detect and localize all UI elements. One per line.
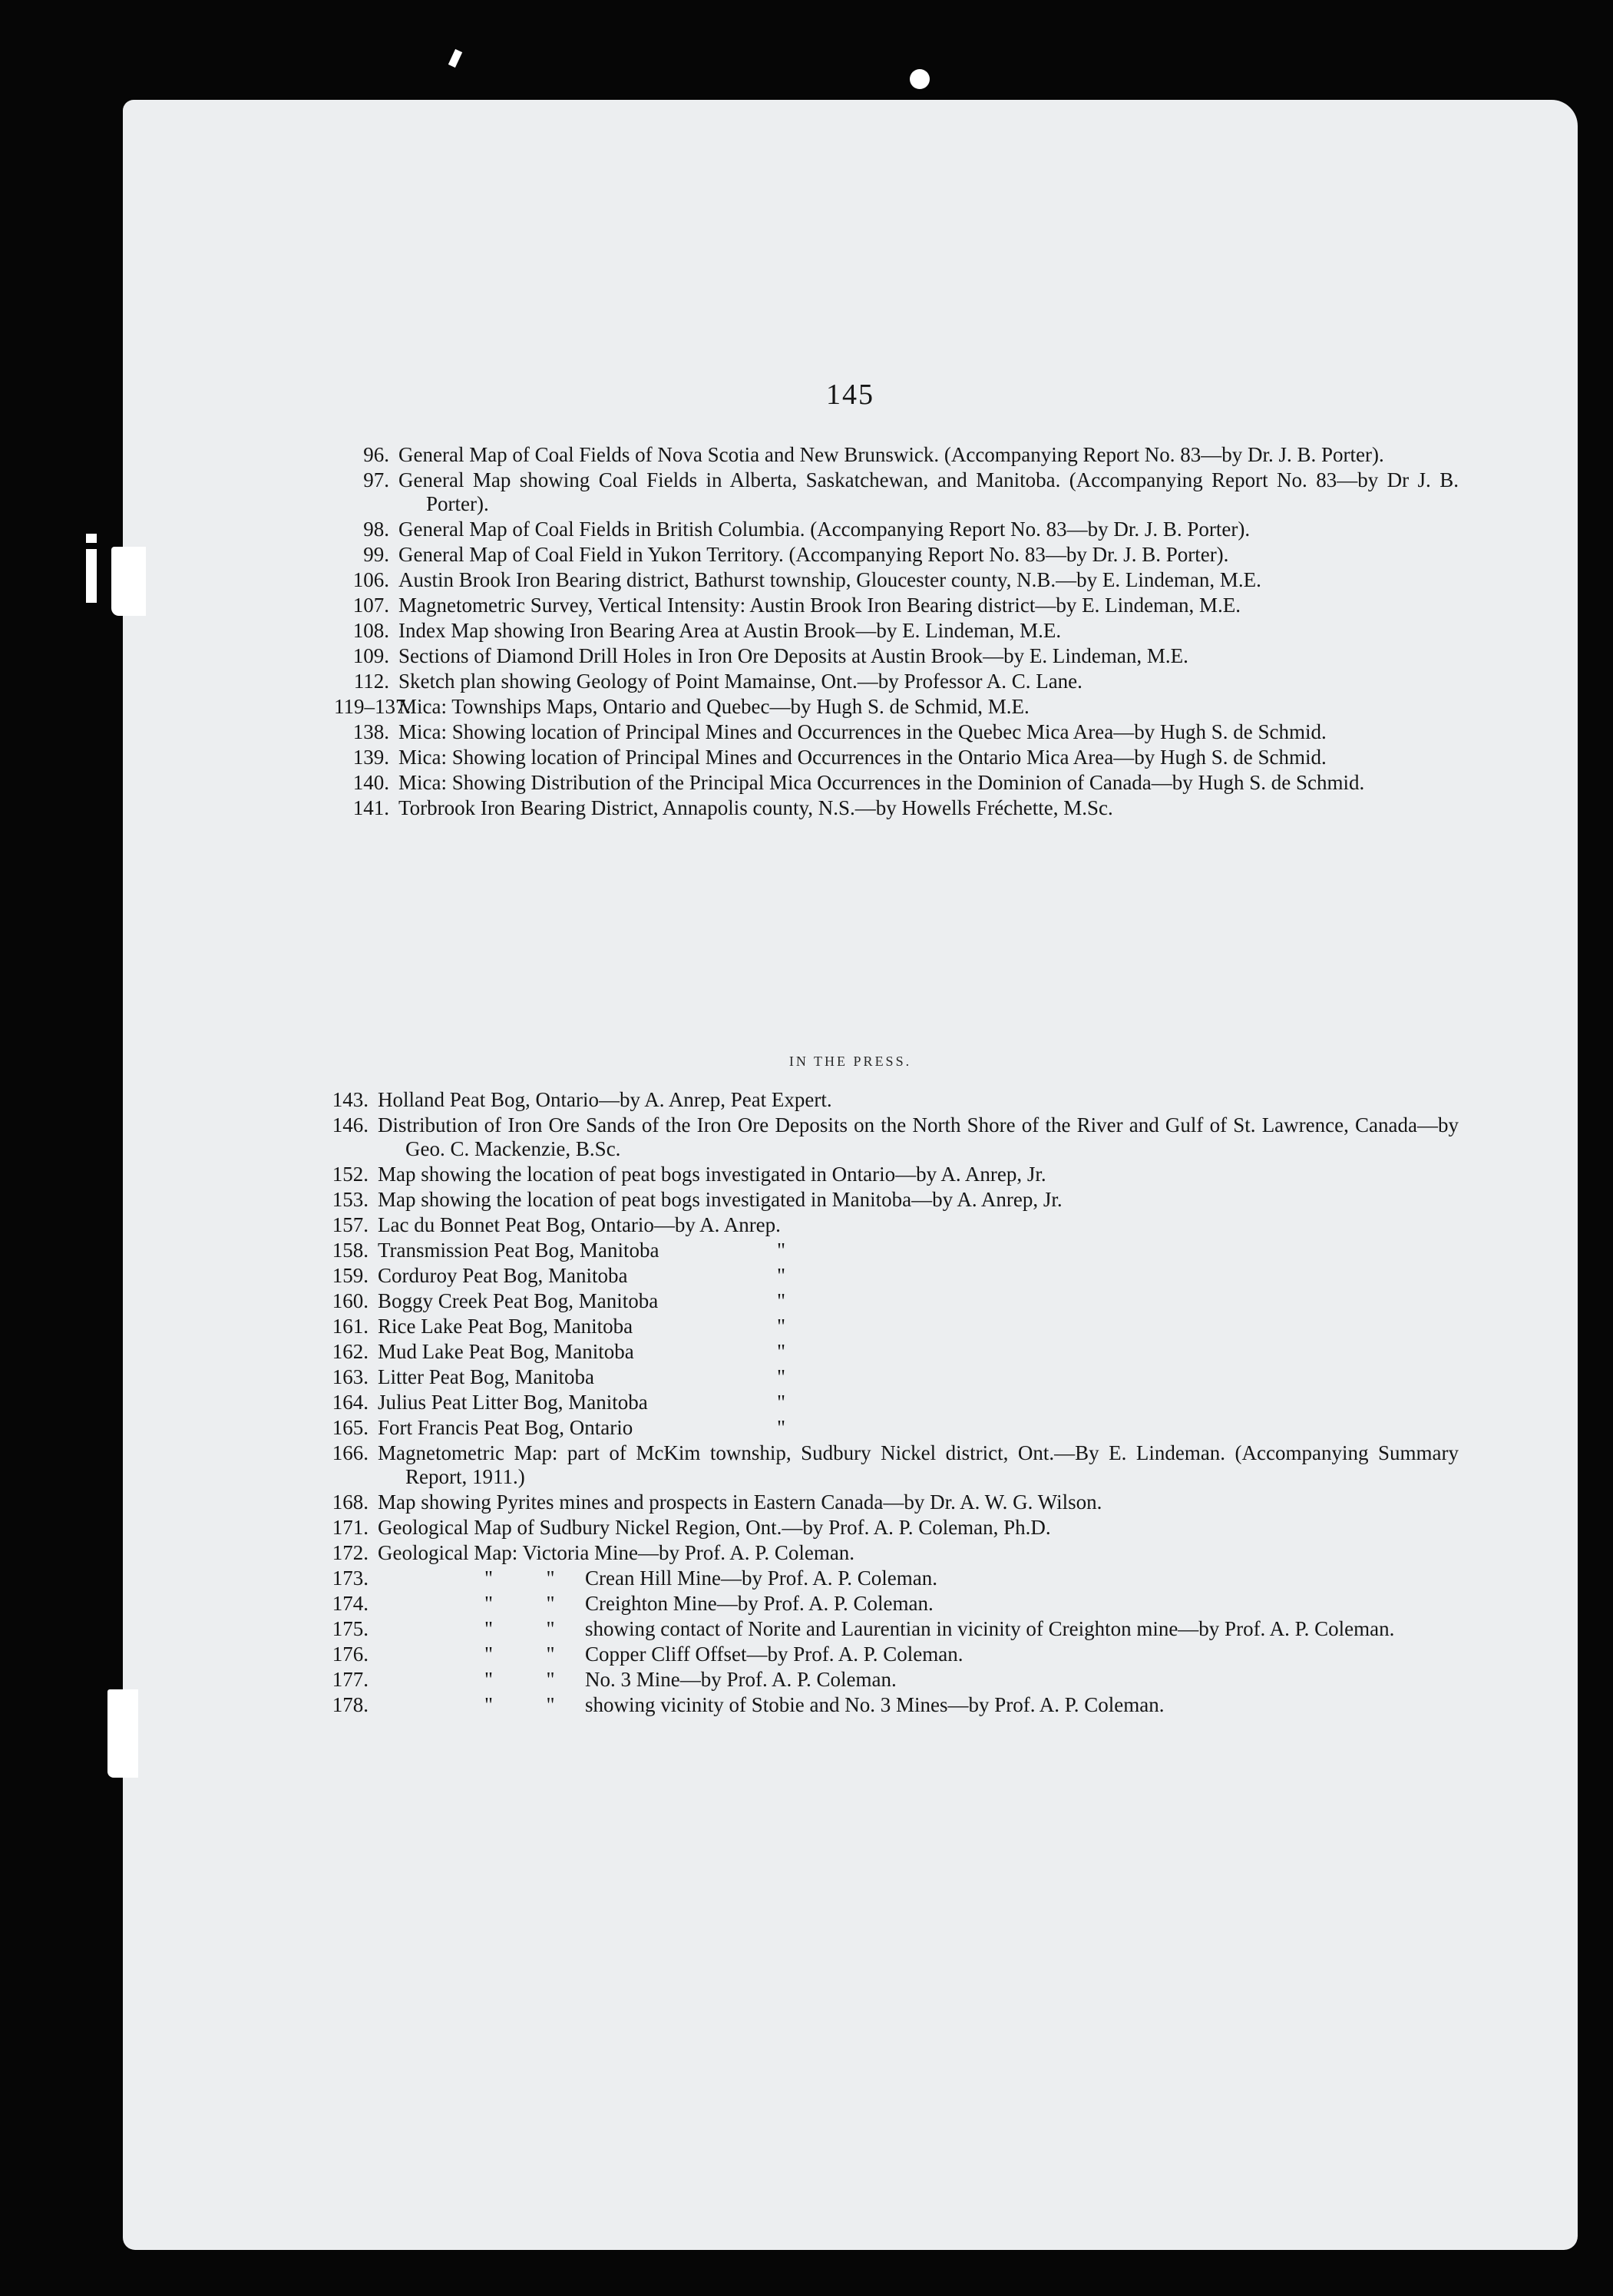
entry-number: 97. — [363, 468, 389, 491]
ditto-mark: " — [546, 1643, 555, 1666]
entry-number: 163. — [332, 1365, 369, 1388]
list-item — [334, 568, 1459, 592]
list-item — [334, 543, 1459, 567]
ditto-mark: " — [546, 1668, 555, 1691]
entry-text: Austin Brook Iron Bearing district, Bathurst township, Gloucester county, N.B.—by E. Lindeman, M.E. — [398, 568, 1261, 591]
list-item — [315, 1541, 1459, 1565]
entry-number: 143. — [332, 1088, 369, 1111]
ditto-mark: " — [484, 1643, 493, 1666]
entry-number: 160. — [332, 1289, 369, 1312]
list-item — [315, 1567, 1459, 1590]
entry-text: Mud Lake Peat Bog, Manitoba — [378, 1340, 634, 1363]
entry-text: Mica: Showing location of Principal Mines and Occurrences in the Quebec Mica Area—by Hugh S. de Schmid. — [398, 720, 1327, 743]
list-item — [315, 1592, 1459, 1616]
list-item — [334, 771, 1459, 795]
entry-number: 158. — [332, 1239, 369, 1262]
entry-text: Sketch plan showing Geology of Point Mamainse, Ont.—by Professor A. C. Lane. — [398, 670, 1082, 693]
scan-artifact — [910, 69, 930, 89]
entry-text: Map showing the location of peat bogs investigated in Manitoba—by A. Anrep, Jr. — [378, 1188, 1063, 1211]
entry-text: Geological Map: Victoria Mine—by Prof. A. P. Coleman. — [378, 1541, 855, 1564]
list-item — [334, 594, 1459, 617]
entry-number: 172. — [332, 1541, 369, 1564]
entry-number: 159. — [332, 1264, 369, 1287]
entry-text: Magnetometric Map: part of McKim township, Sudbury Nickel district, Ont.—By E. Lindeman. (Accompanying Summary Report, 1911.) — [378, 1441, 1459, 1488]
ditto-mark: " — [546, 1567, 555, 1590]
entry-text: Creighton Mine—by Prof. A. P. Coleman. — [585, 1592, 934, 1615]
entry-number: 96. — [363, 443, 389, 466]
entry-number: 152. — [332, 1163, 369, 1186]
ditto-mark: " — [777, 1239, 786, 1262]
page-number: 145 — [826, 379, 874, 411]
entry-number: 138. — [352, 720, 389, 743]
entry-number: 99. — [363, 543, 389, 566]
entry-text: Fort Francis Peat Bog, Ontario — [378, 1416, 633, 1439]
entry-text: Map showing the location of peat bogs investigated in Ontario—by A. Anrep, Jr. — [378, 1163, 1046, 1186]
entry-text: Litter Peat Bog, Manitoba — [378, 1365, 594, 1388]
scan-artifact — [86, 549, 97, 603]
list-item — [315, 1188, 1459, 1212]
list-item — [315, 1693, 1459, 1717]
entry-number: 140. — [352, 771, 389, 794]
entry-number: 157. — [332, 1213, 369, 1236]
entry-text: Rice Lake Peat Bog, Manitoba — [378, 1315, 633, 1338]
scan-artifact — [86, 534, 97, 543]
entry-number: 108. — [352, 619, 389, 642]
entry-text: Distribution of Iron Ore Sands of the Iron Ore Deposits on the North Shore of the River and Gulf of St. Lawrence, Canada—by Geo. C. Mackenzie, B.Sc. — [378, 1113, 1459, 1160]
entry-number: 165. — [332, 1416, 369, 1439]
entry-text: showing vicinity of Stobie and No. 3 Mines—by Prof. A. P. Coleman. — [585, 1693, 1165, 1716]
list-item — [334, 670, 1459, 693]
entry-number: 168. — [332, 1490, 369, 1514]
list-item — [334, 443, 1459, 467]
ditto-mark: " — [777, 1315, 786, 1338]
list-item — [315, 1315, 1459, 1338]
entry-text: Torbrook Iron Bearing District, Annapolis county, N.S.—by Howells Fréchette, M.Sc. — [398, 796, 1113, 819]
entry-number: 162. — [332, 1340, 369, 1363]
entry-text: Lac du Bonnet Peat Bog, Ontario—by A. Anrep. — [378, 1213, 781, 1236]
list-item — [334, 720, 1459, 744]
list-item — [315, 1617, 1459, 1641]
ditto-mark: " — [546, 1693, 555, 1716]
list-item — [315, 1264, 1459, 1288]
entry-text: showing contact of Norite and Laurentian in vicinity of Creighton mine—by Prof. A. P. Coleman. — [585, 1617, 1395, 1640]
entry-text: Index Map showing Iron Bearing Area at Austin Brook—by E. Lindeman, M.E. — [398, 619, 1062, 642]
entry-text: Sections of Diamond Drill Holes in Iron Ore Deposits at Austin Brook—by E. Lindeman, M.E. — [398, 644, 1188, 667]
map-list-published — [334, 443, 1459, 822]
entry-text: Mica: Townships Maps, Ontario and Quebec—by Hugh S. de Schmid, M.E. — [398, 695, 1030, 718]
entry-text: Crean Hill Mine—by Prof. A. P. Coleman. — [585, 1567, 937, 1590]
entry-text: General Map of Coal Fields of Nova Scotia and New Brunswick. (Accompanying Report No. 83—by Dr. J. B. Porter). — [398, 443, 1384, 466]
entry-text: Map showing Pyrites mines and prospects in Eastern Canada—by Dr. A. W. G. Wilson. — [378, 1490, 1102, 1514]
list-item — [315, 1643, 1459, 1666]
ditto-mark: " — [484, 1592, 493, 1615]
list-item — [315, 1213, 1459, 1237]
list-item — [334, 746, 1459, 769]
ditto-mark: " — [777, 1289, 786, 1312]
list-item — [315, 1516, 1459, 1540]
ditto-mark: " — [777, 1416, 786, 1439]
entry-number: 166. — [332, 1441, 369, 1464]
ditto-mark: " — [546, 1592, 555, 1615]
ditto-mark: " — [546, 1617, 555, 1640]
ditto-mark: " — [484, 1617, 493, 1640]
entry-number: 161. — [332, 1315, 369, 1338]
entry-number: 109. — [352, 644, 389, 667]
entry-number: 178. — [332, 1693, 369, 1716]
list-item — [334, 468, 1459, 516]
list-item — [315, 1391, 1459, 1414]
scan-artifact — [107, 1689, 138, 1778]
entry-text: Holland Peat Bog, Ontario—by A. Anrep, Peat Expert. — [378, 1088, 832, 1111]
entry-number: 171. — [332, 1516, 369, 1539]
list-item — [334, 796, 1459, 820]
entry-number: 176. — [332, 1643, 369, 1666]
entry-number: 164. — [332, 1391, 369, 1414]
entry-text: Boggy Creek Peat Bog, Manitoba — [378, 1289, 659, 1312]
list-item — [315, 1088, 1459, 1112]
ditto-mark: " — [777, 1340, 786, 1363]
list-item — [315, 1340, 1459, 1364]
entry-text: General Map of Coal Field in Yukon Territory. (Accompanying Report No. 83—by Dr. J. B. Porter). — [398, 543, 1229, 566]
list-item — [315, 1289, 1459, 1313]
list-item — [315, 1668, 1459, 1692]
list-item — [315, 1239, 1459, 1262]
entry-text: Geological Map of Sudbury Nickel Region, Ont.—by Prof. A. P. Coleman, Ph.D. — [378, 1516, 1051, 1539]
list-item — [334, 518, 1459, 541]
ditto-mark: " — [484, 1567, 493, 1590]
list-item — [315, 1365, 1459, 1389]
scan-artifact — [448, 49, 462, 68]
entry-text: General Map showing Coal Fields in Alberta, Saskatchewan, and Manitoba. (Accompanying Report No. 83—by Dr J. B. Porter). — [398, 468, 1459, 515]
entry-number: 177. — [332, 1668, 369, 1691]
entry-number: 141. — [352, 796, 389, 819]
list-item — [315, 1441, 1459, 1489]
entry-number: 106. — [352, 568, 389, 591]
entry-number: 146. — [332, 1113, 369, 1136]
map-list-in-press — [315, 1088, 1459, 1719]
entry-number: 139. — [352, 746, 389, 769]
document-page — [123, 100, 1578, 2250]
list-item — [334, 619, 1459, 643]
entry-text: Magnetometric Survey, Vertical Intensity: Austin Brook Iron Bearing district—by E. Lindeman, M.E. — [398, 594, 1241, 617]
list-item — [315, 1490, 1459, 1514]
entry-text: General Map of Coal Fields in British Columbia. (Accompanying Report No. 83—by Dr. J. B. Porter). — [398, 518, 1251, 541]
entry-number: 107. — [352, 594, 389, 617]
entry-number: 98. — [363, 518, 389, 541]
ditto-mark: " — [777, 1391, 786, 1414]
entry-text: Transmission Peat Bog, Manitoba — [378, 1239, 659, 1262]
entry-text: Corduroy Peat Bog, Manitoba — [378, 1264, 628, 1287]
entry-number: 119–137. — [334, 695, 412, 718]
entry-number: 175. — [332, 1617, 369, 1640]
list-item — [315, 1113, 1459, 1161]
entry-text: Mica: Showing Distribution of the Principal Mica Occurrences in the Dominion of Canada—by Hugh S. de Schmid. — [398, 771, 1365, 794]
section-heading: IN THE PRESS. — [788, 1054, 912, 1069]
entry-text: Julius Peat Litter Bog, Manitoba — [378, 1391, 648, 1414]
entry-number: 153. — [332, 1188, 369, 1211]
entry-text: Mica: Showing location of Principal Mines and Occurrences in the Ontario Mica Area—by Hugh S. de Schmid. — [398, 746, 1327, 769]
list-item — [315, 1416, 1459, 1440]
list-item — [334, 695, 1459, 719]
ditto-mark: " — [777, 1264, 786, 1287]
list-item — [334, 644, 1459, 668]
ditto-mark: " — [484, 1693, 493, 1716]
entry-number: 173. — [332, 1567, 369, 1590]
entry-number: 174. — [332, 1592, 369, 1615]
ditto-mark: " — [777, 1365, 786, 1388]
entry-text: No. 3 Mine—by Prof. A. P. Coleman. — [585, 1668, 897, 1691]
list-item — [315, 1163, 1459, 1186]
entry-text: Copper Cliff Offset—by Prof. A. P. Coleman. — [585, 1643, 964, 1666]
entry-number: 112. — [353, 670, 389, 693]
scan-artifact — [111, 547, 146, 616]
ditto-mark: " — [484, 1668, 493, 1691]
